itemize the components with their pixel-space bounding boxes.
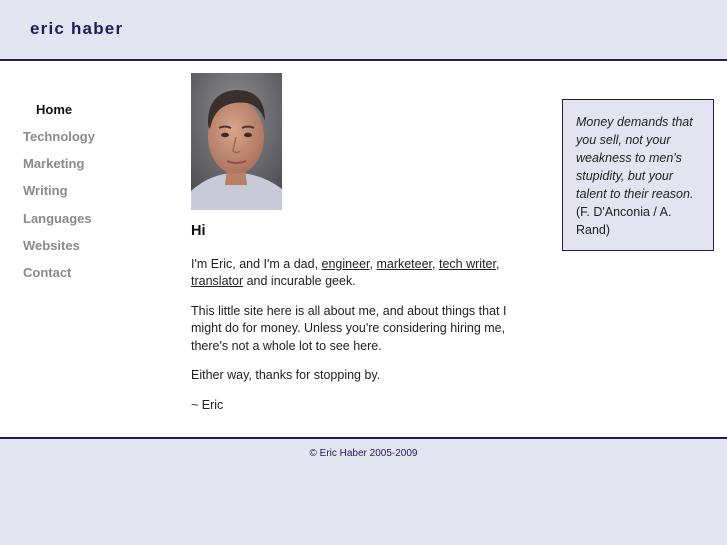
nav-item-languages[interactable]: Languages [23,211,92,226]
intro-paragraph: I'm Eric, and I'm a dad, engineer, marketeer, tech writer, translator and incurable geek. [191,256,500,288]
quote-text: Money demands that you sell, not your weakness to men's stupidity, but your talent to their reason. [576,115,694,201]
marketeer-link[interactable]: marketeer [376,256,433,271]
site-title[interactable]: eric haber [30,19,124,38]
quote-box [562,99,714,251]
nav-item-marketing[interactable]: Marketing [23,156,85,171]
tech-writer-link[interactable]: tech writer [439,256,496,271]
site-header [0,0,727,61]
profile-photo [191,73,282,210]
quote-attribution: (F. D'Anconia / A. Rand) [576,205,672,237]
engineer-link[interactable]: engineer [321,256,370,271]
translator-link[interactable]: translator [191,274,244,288]
nav-item-home[interactable]: Home [36,102,73,117]
intro-text-end: and incurable geek. [243,274,356,288]
site-footer [0,437,727,545]
content-area [0,61,727,437]
signature: ~ Eric [191,397,224,412]
nav-item-contact[interactable]: Contact [23,265,72,280]
thanks-paragraph: Either way, thanks for stopping by. [191,368,381,382]
nav-item-writing[interactable]: Writing [23,183,68,198]
main-content [191,223,531,426]
about-paragraph: This little site here is all about me, and about things that I might do for money. Unless you're considering hiring me, there's not a whole lot to see here. [191,303,507,353]
intro-text: I'm Eric, and I'm a dad, [191,256,322,271]
nav-item-technology[interactable]: Technology [23,129,95,144]
page-heading: Hi [191,223,206,239]
nav-item-websites[interactable]: Websites [23,238,80,253]
copyright: © Eric Haber 2005-2009 [309,448,418,459]
